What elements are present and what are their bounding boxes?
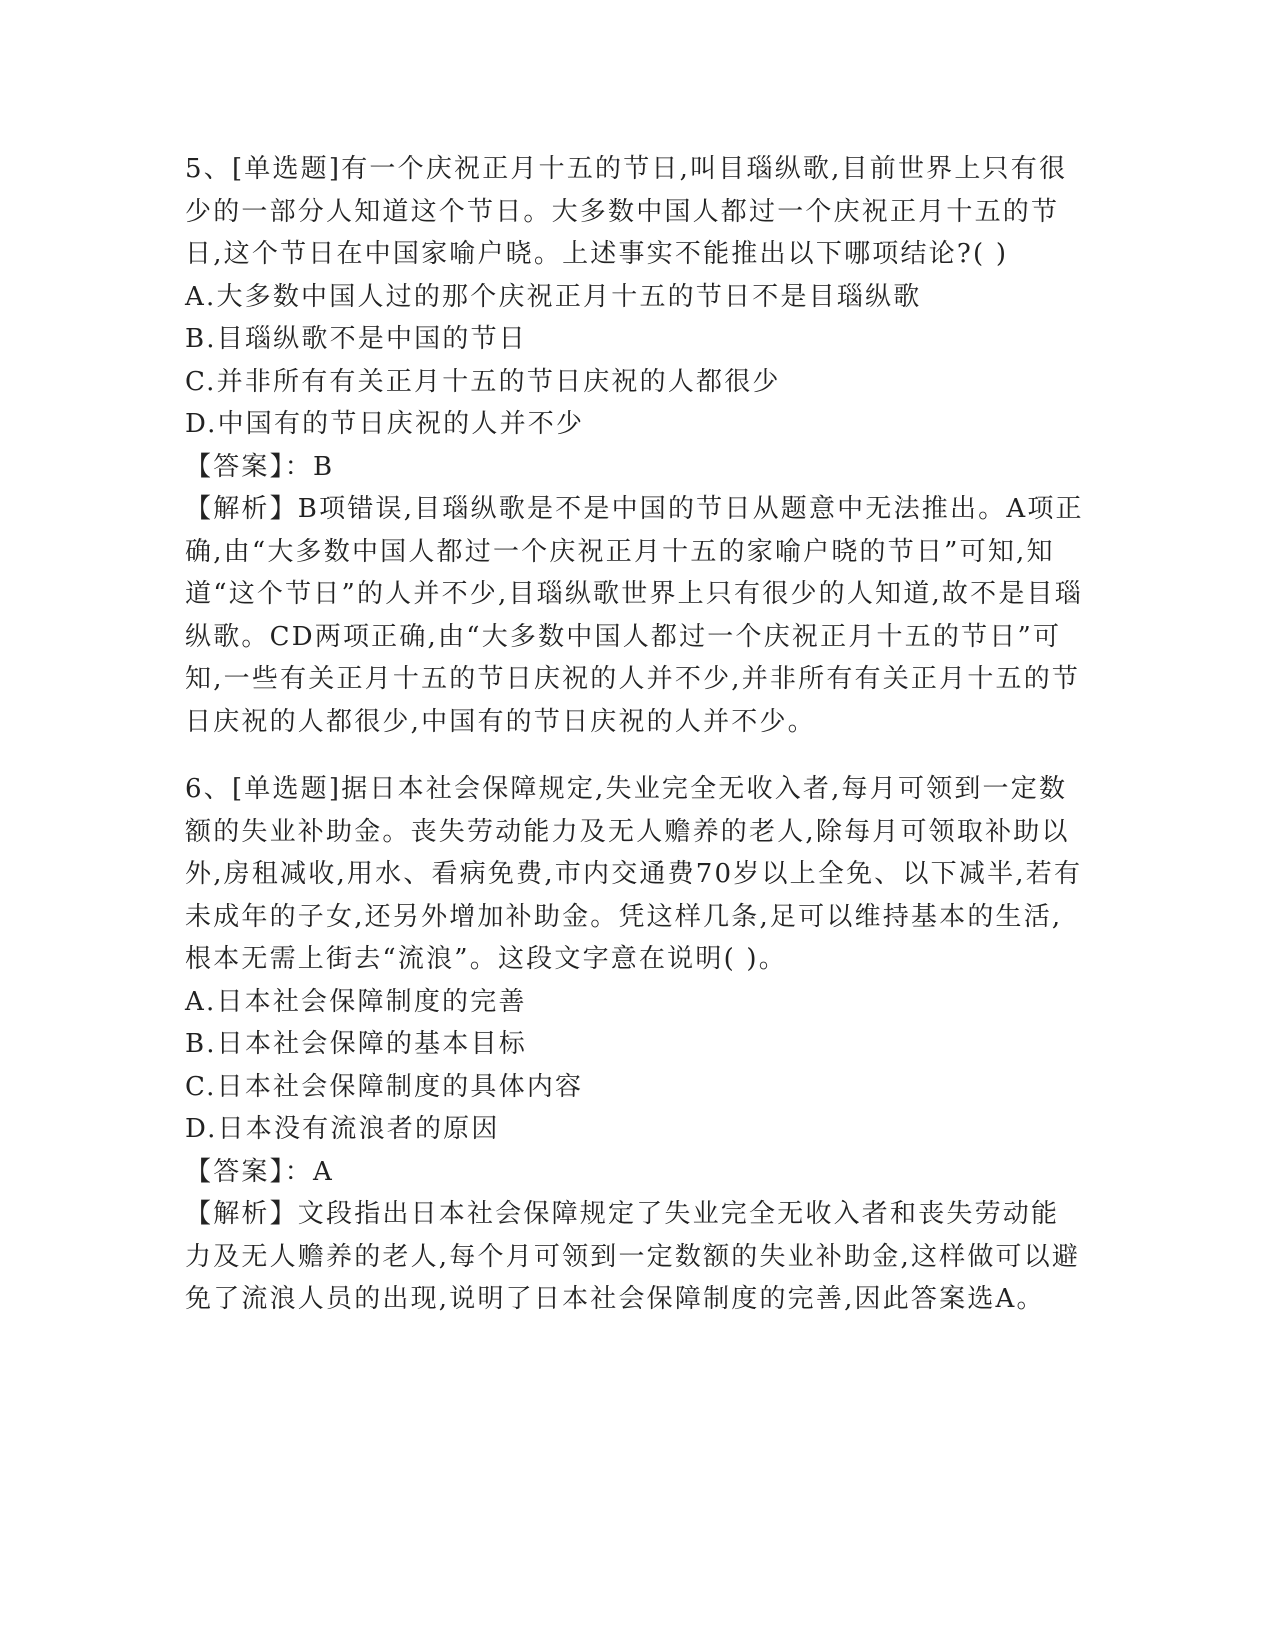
question-stem: 6、[单选题]据日本社会保障规定,失业完全无收入者,每月可领到一定数额的失业补助金。丧失劳动能力及无人赡养的老人,除每月可领取补助以外,房租减收,用水、看病免费,市内交通费70岁以上全免、以下减半,若有未成年的子女,还另外增加补助金。凭这样几条,足可以维持基本的生活,根本无需上街去“流浪”。这段文字意在说明( )。: [185, 774, 1083, 974]
option-d: D.日本没有流浪者的原因: [185, 1114, 500, 1144]
option-c: C.日本社会保障制度的具体内容: [185, 1071, 584, 1102]
option-b: B.日本社会保障的基本目标: [185, 1029, 527, 1059]
option-c: C.并非所有有关正月十五的节日庆祝的人都很少: [185, 366, 781, 397]
option-b: B.目瑙纵歌不是中国的节日: [185, 324, 527, 354]
question-6: [185, 768, 1085, 1321]
option-a: A.大多数中国人过的那个庆祝正月十五的节日不是目瑙纵歌: [185, 281, 922, 312]
question-5: [185, 148, 1085, 743]
option-a: A.日本社会保障制度的完善: [185, 986, 527, 1017]
document-page: [185, 148, 1085, 1321]
analysis: 【解析】文段指出日本社会保障规定了失业完全无收入者和丧失劳动能力及无人赡养的老人,每个月可领到一定数额的失业补助金,这样做可以避免了流浪人员的出现,说明了日本社会保障制度的完善,因此答案选A。: [185, 1199, 1081, 1314]
analysis: 【解析】B项错误,目瑙纵歌是不是中国的节日从题意中无法推出。A项正确,由“大多数中国人都过一个庆祝正月十五的家喻户晓的节日”可知,知道“这个节日”的人并不少,目瑙纵歌世界上只有很少的人知道,故不是目瑙纵歌。CD两项正确,由“大多数中国人都过一个庆祝正月十五的节日”可知,一些有关正月十五的节日庆祝的人并不少,并非所有有关正月十五的节日庆祝的人都很少,中国有的节日庆祝的人并不少。: [185, 494, 1084, 737]
option-d: D.中国有的节日庆祝的人并不少: [185, 409, 585, 439]
question-stem: 5、[单选题]有一个庆祝正月十五的节日,叫目瑙纵歌,目前世界上只有很少的一部分人知道这个节日。大多数中国人都过一个庆祝正月十五的节日,这个节日在中国家喻户晓。上述事实不能推出以下哪项结论?( ): [185, 154, 1068, 269]
answer: 【答案】：A: [185, 1156, 334, 1187]
answer: 【答案】：B: [185, 451, 335, 482]
